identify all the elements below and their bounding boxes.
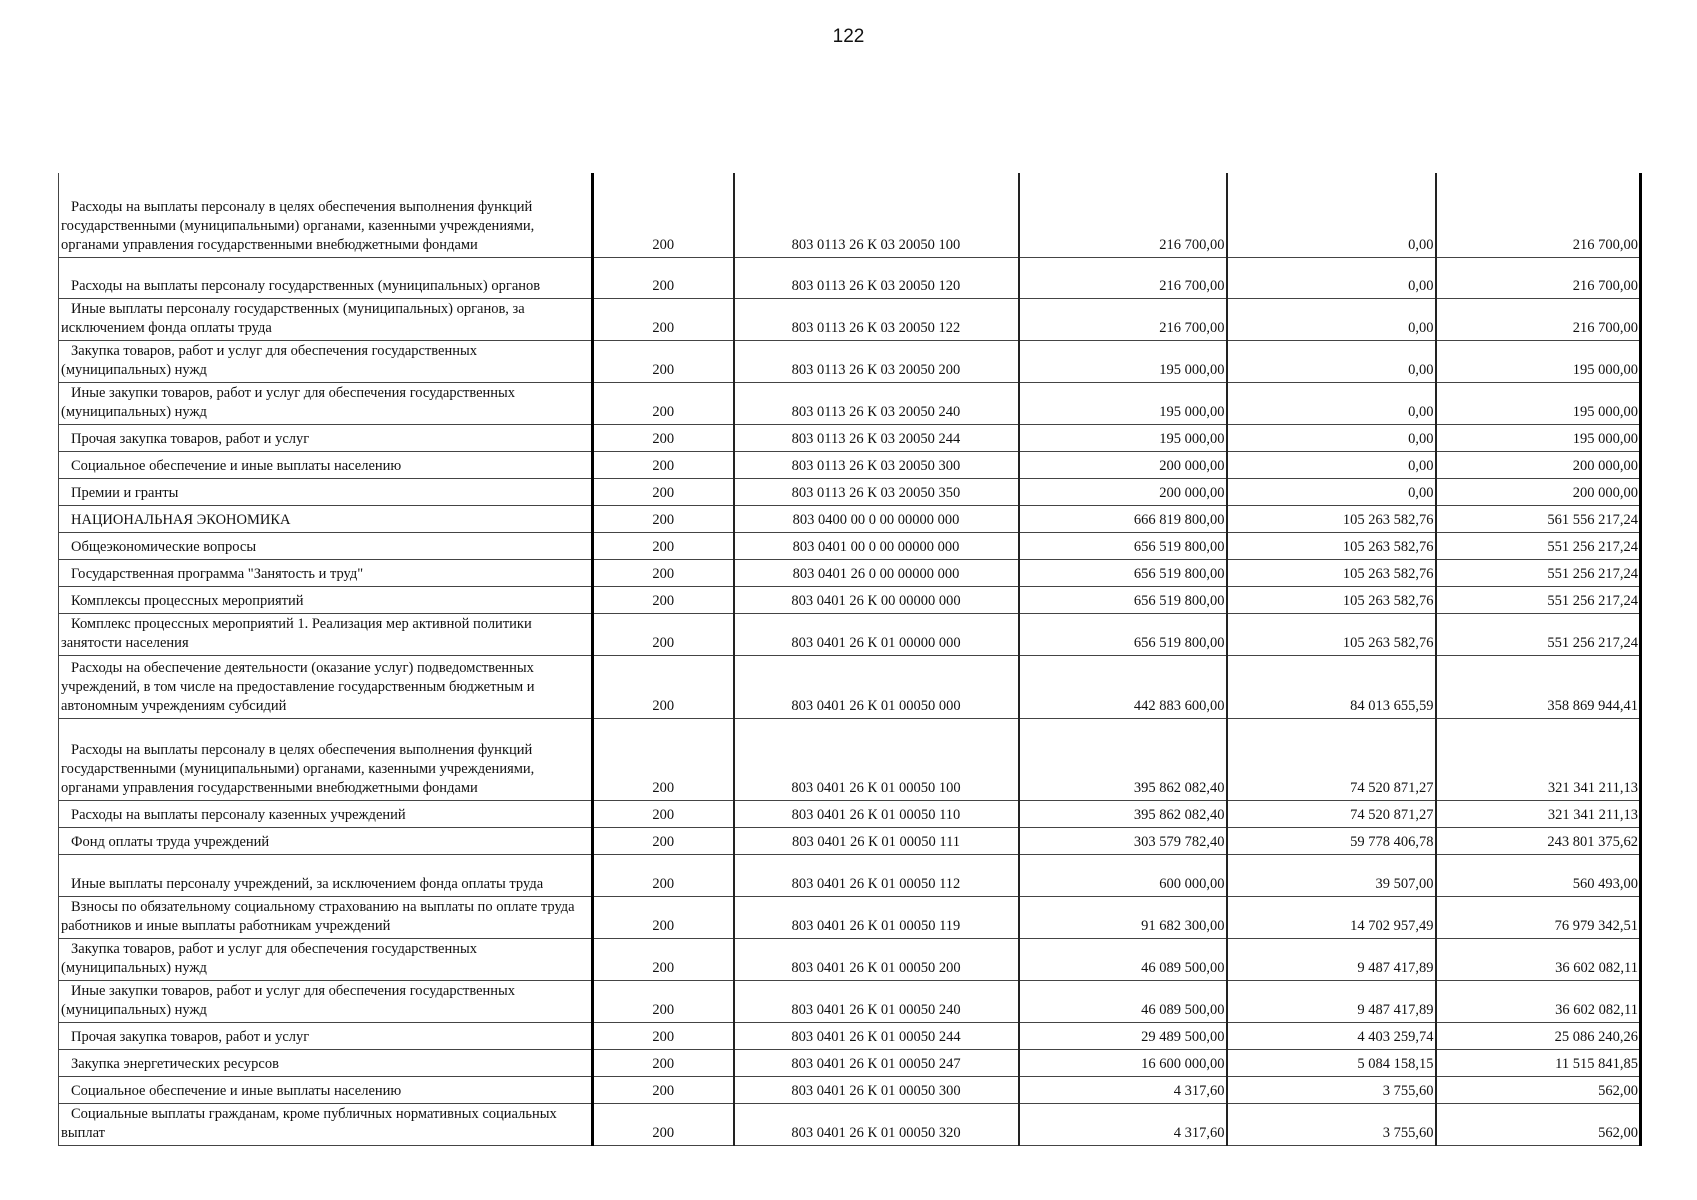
row-name [59, 340, 593, 382]
row-executed: 105 263 582,76 [1227, 532, 1436, 559]
row-executed: 3 755,60 [1227, 1076, 1436, 1103]
row-unexecuted: 36 602 082,11 [1436, 938, 1641, 980]
row-unexecuted: 551 256 217,24 [1436, 586, 1641, 613]
row-approved: 195 000,00 [1019, 424, 1227, 451]
row-kbk: 803 0401 26 К 01 00050 112 [734, 854, 1019, 896]
row-name-text: Общеэкономические вопросы [71, 538, 257, 555]
row-unexecuted: 551 256 217,24 [1436, 613, 1641, 655]
row-code: 200 [593, 532, 734, 559]
row-approved: 91 682 300,00 [1019, 896, 1227, 938]
row-unexecuted: 36 602 082,11 [1436, 980, 1641, 1022]
row-approved: 46 089 500,00 [1019, 980, 1227, 1022]
row-executed: 0,00 [1227, 173, 1436, 257]
row-code: 200 [593, 340, 734, 382]
row-executed: 105 263 582,76 [1227, 505, 1436, 532]
row-kbk: 803 0401 26 К 01 00000 000 [734, 613, 1019, 655]
row-code: 200 [593, 173, 734, 257]
row-code: 200 [593, 586, 734, 613]
row-name-text: Расходы на выплаты персоналу казенных учреждений [71, 806, 406, 823]
row-executed: 0,00 [1227, 257, 1436, 298]
row-approved: 656 519 800,00 [1019, 532, 1227, 559]
row-kbk: 803 0113 26 К 03 20050 350 [734, 478, 1019, 505]
row-kbk: 803 0401 26 К 01 00050 110 [734, 800, 1019, 827]
row-name [59, 257, 593, 298]
row-approved: 600 000,00 [1019, 854, 1227, 896]
table-row [59, 1076, 1641, 1103]
row-code: 200 [593, 1076, 734, 1103]
row-executed: 74 520 871,27 [1227, 800, 1436, 827]
table-row [59, 424, 1641, 451]
row-executed: 105 263 582,76 [1227, 613, 1436, 655]
row-code: 200 [593, 980, 734, 1022]
row-name [59, 505, 593, 532]
table-row [59, 382, 1641, 424]
table-row [59, 938, 1641, 980]
row-code: 200 [593, 827, 734, 854]
row-name-text: Социальное обеспечение и иные выплаты населению [71, 457, 402, 474]
row-code: 200 [593, 854, 734, 896]
row-executed: 105 263 582,76 [1227, 586, 1436, 613]
row-kbk: 803 0401 26 К 01 00050 119 [734, 896, 1019, 938]
table-row [59, 800, 1641, 827]
table-row [59, 298, 1641, 340]
table-body [59, 173, 1641, 1145]
row-name [59, 613, 593, 655]
row-approved: 303 579 782,40 [1019, 827, 1227, 854]
row-code: 200 [593, 257, 734, 298]
row-executed: 0,00 [1227, 451, 1436, 478]
row-code: 200 [593, 718, 734, 800]
row-kbk: 803 0401 26 К 01 00050 111 [734, 827, 1019, 854]
row-unexecuted: 561 556 217,24 [1436, 505, 1641, 532]
row-executed: 74 520 871,27 [1227, 718, 1436, 800]
row-kbk: 803 0401 26 К 01 00050 300 [734, 1076, 1019, 1103]
budget-execution-table [58, 173, 1642, 1146]
page-number: 122 [832, 26, 865, 47]
row-approved: 16 600 000,00 [1019, 1049, 1227, 1076]
table-row [59, 980, 1641, 1022]
row-code: 200 [593, 1022, 734, 1049]
row-code: 200 [593, 1049, 734, 1076]
row-approved: 656 519 800,00 [1019, 559, 1227, 586]
row-kbk: 803 0401 26 К 01 00050 100 [734, 718, 1019, 800]
row-unexecuted: 551 256 217,24 [1436, 559, 1641, 586]
row-name [59, 1049, 593, 1076]
row-approved: 395 862 082,40 [1019, 718, 1227, 800]
row-kbk: 803 0113 26 К 03 20050 244 [734, 424, 1019, 451]
row-unexecuted: 560 493,00 [1436, 854, 1641, 896]
row-approved: 200 000,00 [1019, 478, 1227, 505]
row-unexecuted: 562,00 [1436, 1076, 1641, 1103]
row-code: 200 [593, 896, 734, 938]
table-row [59, 478, 1641, 505]
row-approved: 195 000,00 [1019, 340, 1227, 382]
row-kbk: 803 0113 26 К 03 20050 300 [734, 451, 1019, 478]
row-approved: 666 819 800,00 [1019, 505, 1227, 532]
row-code: 200 [593, 938, 734, 980]
row-code: 200 [593, 613, 734, 655]
row-approved: 29 489 500,00 [1019, 1022, 1227, 1049]
row-name-text: Комплексы процессных мероприятий [71, 592, 304, 609]
row-executed: 9 487 417,89 [1227, 980, 1436, 1022]
row-name-text: Иные закупки товаров, работ и услуг для обеспечения государственных (муниципальных) нужд [61, 982, 516, 1018]
table-row [59, 559, 1641, 586]
row-executed: 0,00 [1227, 478, 1436, 505]
row-name [59, 1103, 593, 1145]
row-unexecuted: 195 000,00 [1436, 424, 1641, 451]
row-unexecuted: 243 801 375,62 [1436, 827, 1641, 854]
row-approved: 395 862 082,40 [1019, 800, 1227, 827]
row-name-text: Расходы на выплаты персоналу государственных (муниципальных) органов [71, 277, 541, 294]
row-unexecuted: 200 000,00 [1436, 451, 1641, 478]
row-unexecuted: 562,00 [1436, 1103, 1641, 1145]
table-row [59, 718, 1641, 800]
row-executed: 0,00 [1227, 382, 1436, 424]
row-code: 200 [593, 478, 734, 505]
row-approved: 4 317,60 [1019, 1103, 1227, 1145]
table-row [59, 1049, 1641, 1076]
row-code: 200 [593, 298, 734, 340]
row-name [59, 586, 593, 613]
row-name-text: Закупка товаров, работ и услуг для обеспечения государственных (муниципальных) нужд [61, 940, 478, 976]
row-kbk: 803 0113 26 К 03 20050 122 [734, 298, 1019, 340]
row-name-text: Закупка товаров, работ и услуг для обеспечения государственных (муниципальных) нужд [61, 342, 478, 378]
row-unexecuted: 216 700,00 [1436, 257, 1641, 298]
row-kbk: 803 0401 00 0 00 00000 000 [734, 532, 1019, 559]
row-approved: 4 317,60 [1019, 1076, 1227, 1103]
row-unexecuted: 551 256 217,24 [1436, 532, 1641, 559]
row-kbk: 803 0401 26 К 01 00050 000 [734, 655, 1019, 718]
row-unexecuted: 216 700,00 [1436, 298, 1641, 340]
row-unexecuted: 195 000,00 [1436, 340, 1641, 382]
table-row [59, 340, 1641, 382]
table-row [59, 505, 1641, 532]
row-kbk: 803 0113 26 К 03 20050 100 [734, 173, 1019, 257]
row-name [59, 718, 593, 800]
row-kbk: 803 0401 26 К 00 00000 000 [734, 586, 1019, 613]
row-name [59, 800, 593, 827]
row-executed: 4 403 259,74 [1227, 1022, 1436, 1049]
row-name-text: Государственная программа "Занятость и труд" [71, 565, 364, 582]
row-name [59, 1022, 593, 1049]
table-row [59, 532, 1641, 559]
row-kbk: 803 0401 26 0 00 00000 000 [734, 559, 1019, 586]
row-approved: 656 519 800,00 [1019, 613, 1227, 655]
row-kbk: 803 0401 26 К 01 00050 200 [734, 938, 1019, 980]
row-name [59, 478, 593, 505]
row-name-text: Взносы по обязательному социальному страхованию на выплаты по оплате труда работников и иные выплаты работникам учреждений [61, 898, 575, 934]
row-executed: 14 702 957,49 [1227, 896, 1436, 938]
row-executed: 9 487 417,89 [1227, 938, 1436, 980]
row-name [59, 854, 593, 896]
row-name-text: Иные закупки товаров, работ и услуг для обеспечения государственных (муниципальных) нужд [61, 384, 516, 420]
row-name-text: Социальные выплаты гражданам, кроме публичных нормативных социальных выплат [61, 1105, 557, 1141]
row-unexecuted: 11 515 841,85 [1436, 1049, 1641, 1076]
row-executed: 105 263 582,76 [1227, 559, 1436, 586]
row-name-text: Фонд оплаты труда учреждений [71, 833, 270, 850]
row-kbk: 803 0400 00 0 00 00000 000 [734, 505, 1019, 532]
row-name-text: НАЦИОНАЛЬНАЯ ЭКОНОМИКА [71, 511, 291, 528]
row-approved: 656 519 800,00 [1019, 586, 1227, 613]
row-name [59, 938, 593, 980]
row-executed: 0,00 [1227, 424, 1436, 451]
row-executed: 59 778 406,78 [1227, 827, 1436, 854]
table-row [59, 1103, 1641, 1145]
row-kbk: 803 0113 26 К 03 20050 240 [734, 382, 1019, 424]
row-approved: 216 700,00 [1019, 298, 1227, 340]
row-code: 200 [593, 505, 734, 532]
row-name-text: Премии и гранты [71, 484, 179, 501]
table-row [59, 827, 1641, 854]
row-code: 200 [593, 800, 734, 827]
table-row [59, 854, 1641, 896]
row-code: 200 [593, 424, 734, 451]
row-unexecuted: 195 000,00 [1436, 382, 1641, 424]
row-executed: 84 013 655,59 [1227, 655, 1436, 718]
table-row [59, 1022, 1641, 1049]
row-unexecuted: 76 979 342,51 [1436, 896, 1641, 938]
row-name-text: Иные выплаты персоналу учреждений, за исключением фонда оплаты труда [71, 875, 544, 892]
row-kbk: 803 0113 26 К 03 20050 200 [734, 340, 1019, 382]
row-unexecuted: 200 000,00 [1436, 478, 1641, 505]
table-row [59, 613, 1641, 655]
row-name [59, 382, 593, 424]
row-name [59, 827, 593, 854]
row-code: 200 [593, 382, 734, 424]
row-name [59, 451, 593, 478]
row-code: 200 [593, 559, 734, 586]
row-executed: 5 084 158,15 [1227, 1049, 1436, 1076]
row-name-text: Социальное обеспечение и иные выплаты населению [71, 1082, 402, 1099]
row-approved: 46 089 500,00 [1019, 938, 1227, 980]
row-approved: 216 700,00 [1019, 257, 1227, 298]
row-name-text: Расходы на выплаты персоналу в целях обеспечения выполнения функций государственными (муниципальными) органами, казенными учреждениями, органами управления государственными внебюджетными фондами [61, 741, 535, 796]
row-name-text: Расходы на выплаты персоналу в целях обеспечения выполнения функций государственными (муниципальными) органами, казенными учреждениями, органами управления государственными внебюджетными фондами [61, 198, 535, 253]
row-name [59, 980, 593, 1022]
row-approved: 216 700,00 [1019, 173, 1227, 257]
row-kbk: 803 0401 26 К 01 00050 240 [734, 980, 1019, 1022]
row-name [59, 424, 593, 451]
row-name [59, 896, 593, 938]
table-row [59, 173, 1641, 257]
row-approved: 195 000,00 [1019, 382, 1227, 424]
row-unexecuted: 321 341 211,13 [1436, 800, 1641, 827]
row-unexecuted: 321 341 211,13 [1436, 718, 1641, 800]
row-kbk: 803 0113 26 К 03 20050 120 [734, 257, 1019, 298]
row-name [59, 655, 593, 718]
row-name-text: Закупка энергетических ресурсов [71, 1055, 279, 1072]
table-row [59, 586, 1641, 613]
row-name [59, 173, 593, 257]
row-code: 200 [593, 655, 734, 718]
row-name-text: Иные выплаты персоналу государственных (муниципальных) органов, за исключением фонда оплаты труда [61, 300, 525, 336]
row-name-text: Прочая закупка товаров, работ и услуг [71, 1028, 310, 1045]
row-code: 200 [593, 1103, 734, 1145]
row-name [59, 559, 593, 586]
row-name-text: Прочая закупка товаров, работ и услуг [71, 430, 310, 447]
row-name [59, 298, 593, 340]
row-executed: 39 507,00 [1227, 854, 1436, 896]
row-name [59, 1076, 593, 1103]
row-name-text: Расходы на обеспечение деятельности (оказание услуг) подведомственных учреждений, в том числе на предоставление государственным бюджетным и автономным учреждениям субсидий [61, 659, 535, 714]
row-kbk: 803 0401 26 К 01 00050 320 [734, 1103, 1019, 1145]
table-row [59, 896, 1641, 938]
row-name [59, 532, 593, 559]
table-row [59, 257, 1641, 298]
row-code: 200 [593, 451, 734, 478]
table-row [59, 451, 1641, 478]
row-executed: 0,00 [1227, 340, 1436, 382]
row-unexecuted: 358 869 944,41 [1436, 655, 1641, 718]
row-kbk: 803 0401 26 К 01 00050 244 [734, 1022, 1019, 1049]
row-approved: 200 000,00 [1019, 451, 1227, 478]
row-name-text: Комплекс процессных мероприятий 1. Реализация мер активной политики занятости населения [61, 615, 532, 651]
row-executed: 3 755,60 [1227, 1103, 1436, 1145]
row-kbk: 803 0401 26 К 01 00050 247 [734, 1049, 1019, 1076]
row-executed: 0,00 [1227, 298, 1436, 340]
row-unexecuted: 25 086 240,26 [1436, 1022, 1641, 1049]
table-row [59, 655, 1641, 718]
row-approved: 442 883 600,00 [1019, 655, 1227, 718]
row-unexecuted: 216 700,00 [1436, 173, 1641, 257]
